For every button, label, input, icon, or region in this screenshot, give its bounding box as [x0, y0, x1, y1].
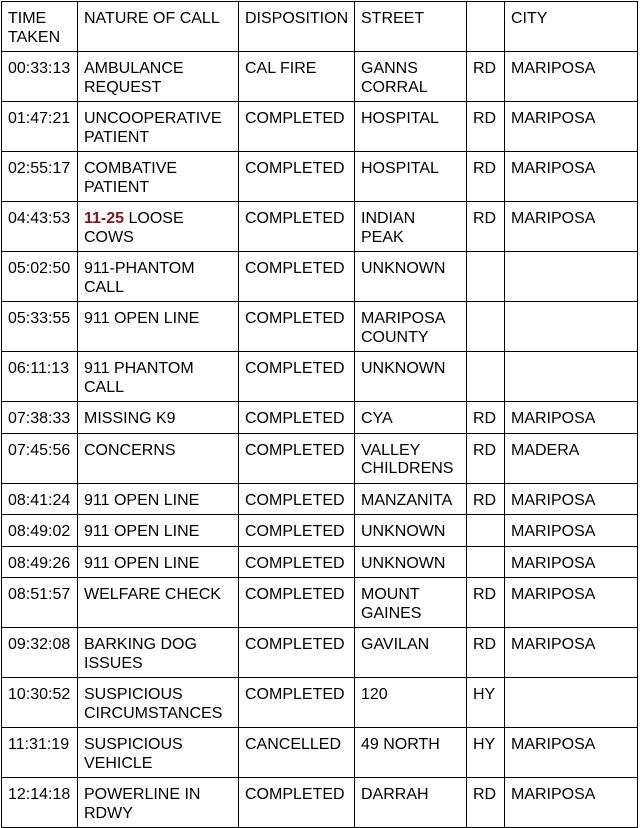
table-row	[2, 433, 638, 483]
table-row	[2, 728, 638, 778]
table-row	[2, 202, 638, 252]
cell-street-type: RD	[467, 628, 505, 678]
cell-city: MARIPOSA	[505, 483, 638, 515]
cell-street: 49 NORTH	[355, 728, 467, 778]
cell-city: MARIPOSA	[505, 546, 638, 578]
cell-time: 02:55:17	[2, 152, 78, 202]
cell-time: 07:45:56	[2, 433, 78, 483]
cell-time: 08:51:57	[2, 578, 78, 628]
cell-nature	[78, 202, 239, 252]
cell-street: HOSPITAL	[355, 152, 467, 202]
cell-disposition: COMPLETED	[239, 578, 355, 628]
cell-nature: CONCERNS	[78, 433, 239, 483]
call-log-body	[2, 52, 638, 828]
cell-disposition: COMPLETED	[239, 515, 355, 547]
cell-nature: 911-PHANTOM CALL	[78, 252, 239, 302]
cell-city: MARIPOSA	[505, 202, 638, 252]
cell-street-type: HY	[467, 678, 505, 728]
cell-disposition: COMPLETED	[239, 252, 355, 302]
cell-street: MANZANITA	[355, 483, 467, 515]
table-row	[2, 102, 638, 152]
cell-city: MARIPOSA	[505, 778, 638, 828]
cell-street-type: RD	[467, 778, 505, 828]
cell-nature: 911 OPEN LINE	[78, 515, 239, 547]
table-row	[2, 483, 638, 515]
cell-street: MARIPOSA COUNTY	[355, 302, 467, 352]
cell-time: 01:47:21	[2, 102, 78, 152]
cell-time: 06:11:13	[2, 352, 78, 402]
cell-disposition: COMPLETED	[239, 352, 355, 402]
cell-time: 12:14:18	[2, 778, 78, 828]
cell-city: MARIPOSA	[505, 628, 638, 678]
cell-nature: WELFARE CHECK	[78, 578, 239, 628]
table-row	[2, 252, 638, 302]
cell-disposition: COMPLETED	[239, 102, 355, 152]
cell-street: HOSPITAL	[355, 102, 467, 152]
cell-city	[505, 678, 638, 728]
header-street: STREET	[355, 2, 467, 52]
header-disposition: DISPOSITION	[239, 2, 355, 52]
table-row	[2, 678, 638, 728]
cell-city: MARIPOSA	[505, 578, 638, 628]
cell-disposition: COMPLETED	[239, 402, 355, 434]
cell-nature: 911 OPEN LINE	[78, 546, 239, 578]
header-row	[2, 2, 638, 52]
cell-city: MARIPOSA	[505, 152, 638, 202]
cell-street-type: HY	[467, 728, 505, 778]
table-row	[2, 402, 638, 434]
cell-disposition: COMPLETED	[239, 678, 355, 728]
cell-nature: SUSPICIOUS VEHICLE	[78, 728, 239, 778]
cell-time: 11:31:19	[2, 728, 78, 778]
call-code: 11-25	[84, 210, 125, 227]
cell-street-type: RD	[467, 483, 505, 515]
cell-nature: 911 PHANTOM CALL	[78, 352, 239, 402]
cell-street: INDIAN PEAK	[355, 202, 467, 252]
table-row	[2, 578, 638, 628]
cell-street: MOUNT GAINES	[355, 578, 467, 628]
cell-street-type: RD	[467, 433, 505, 483]
cell-nature: 911 OPEN LINE	[78, 483, 239, 515]
cell-street: CYA	[355, 402, 467, 434]
cell-disposition: COMPLETED	[239, 152, 355, 202]
cell-nature: UNCOOPERATIVE PATIENT	[78, 102, 239, 152]
cell-street: UNKNOWN	[355, 546, 467, 578]
cell-disposition: COMPLETED	[239, 546, 355, 578]
cell-street-type: RD	[467, 52, 505, 102]
cell-disposition: COMPLETED	[239, 433, 355, 483]
cell-time: 05:02:50	[2, 252, 78, 302]
cell-street-type	[467, 546, 505, 578]
cell-street-type	[467, 352, 505, 402]
cell-city	[505, 302, 638, 352]
cell-nature: BARKING DOG ISSUES	[78, 628, 239, 678]
table-row	[2, 546, 638, 578]
cell-nature: 911 OPEN LINE	[78, 302, 239, 352]
cell-time: 00:33:13	[2, 52, 78, 102]
call-log-table	[1, 1, 638, 828]
cell-disposition: COMPLETED	[239, 202, 355, 252]
cell-nature: POWERLINE IN RDWY	[78, 778, 239, 828]
table-row	[2, 152, 638, 202]
cell-nature: AMBULANCE REQUEST	[78, 52, 239, 102]
cell-street-type: RD	[467, 202, 505, 252]
cell-disposition: COMPLETED	[239, 778, 355, 828]
cell-street-type	[467, 302, 505, 352]
table-row	[2, 778, 638, 828]
cell-time: 08:49:26	[2, 546, 78, 578]
cell-street: DARRAH	[355, 778, 467, 828]
table-row	[2, 302, 638, 352]
table-row	[2, 515, 638, 547]
call-description: LOOSE COWS	[84, 210, 184, 246]
cell-disposition: CAL FIRE	[239, 52, 355, 102]
header-street-type	[467, 2, 505, 52]
cell-time: 07:38:33	[2, 402, 78, 434]
cell-nature: SUSPICIOUS CIRCUMSTANCES	[78, 678, 239, 728]
cell-nature: COMBATIVE PATIENT	[78, 152, 239, 202]
cell-city: MADERA	[505, 433, 638, 483]
cell-city: MARIPOSA	[505, 52, 638, 102]
header-city: CITY	[505, 2, 638, 52]
cell-time: 10:30:52	[2, 678, 78, 728]
cell-time: 08:41:24	[2, 483, 78, 515]
cell-street-type	[467, 515, 505, 547]
cell-street: UNKNOWN	[355, 352, 467, 402]
cell-street: VALLEY CHILDRENS	[355, 433, 467, 483]
cell-city	[505, 352, 638, 402]
table-row	[2, 52, 638, 102]
cell-street: UNKNOWN	[355, 252, 467, 302]
cell-city: MARIPOSA	[505, 402, 638, 434]
cell-street-type	[467, 252, 505, 302]
cell-street: GAVILAN	[355, 628, 467, 678]
cell-city: MARIPOSA	[505, 728, 638, 778]
cell-disposition: CANCELLED	[239, 728, 355, 778]
cell-disposition: COMPLETED	[239, 483, 355, 515]
cell-time: 09:32:08	[2, 628, 78, 678]
cell-disposition: COMPLETED	[239, 628, 355, 678]
cell-time: 05:33:55	[2, 302, 78, 352]
cell-street: UNKNOWN	[355, 515, 467, 547]
cell-street-type: RD	[467, 152, 505, 202]
cell-disposition: COMPLETED	[239, 302, 355, 352]
cell-city	[505, 252, 638, 302]
cell-street: 120	[355, 678, 467, 728]
cell-street: GANNS CORRAL	[355, 52, 467, 102]
cell-nature: MISSING K9	[78, 402, 239, 434]
cell-time: 04:43:53	[2, 202, 78, 252]
header-nature-of-call: NATURE OF CALL	[78, 2, 239, 52]
cell-street-type: RD	[467, 578, 505, 628]
cell-street-type: RD	[467, 402, 505, 434]
cell-city: MARIPOSA	[505, 102, 638, 152]
table-row	[2, 352, 638, 402]
cell-street-type: RD	[467, 102, 505, 152]
cell-time: 08:49:02	[2, 515, 78, 547]
header-time-taken: TIME TAKEN	[2, 2, 78, 52]
cell-city: MARIPOSA	[505, 515, 638, 547]
table-row	[2, 628, 638, 678]
